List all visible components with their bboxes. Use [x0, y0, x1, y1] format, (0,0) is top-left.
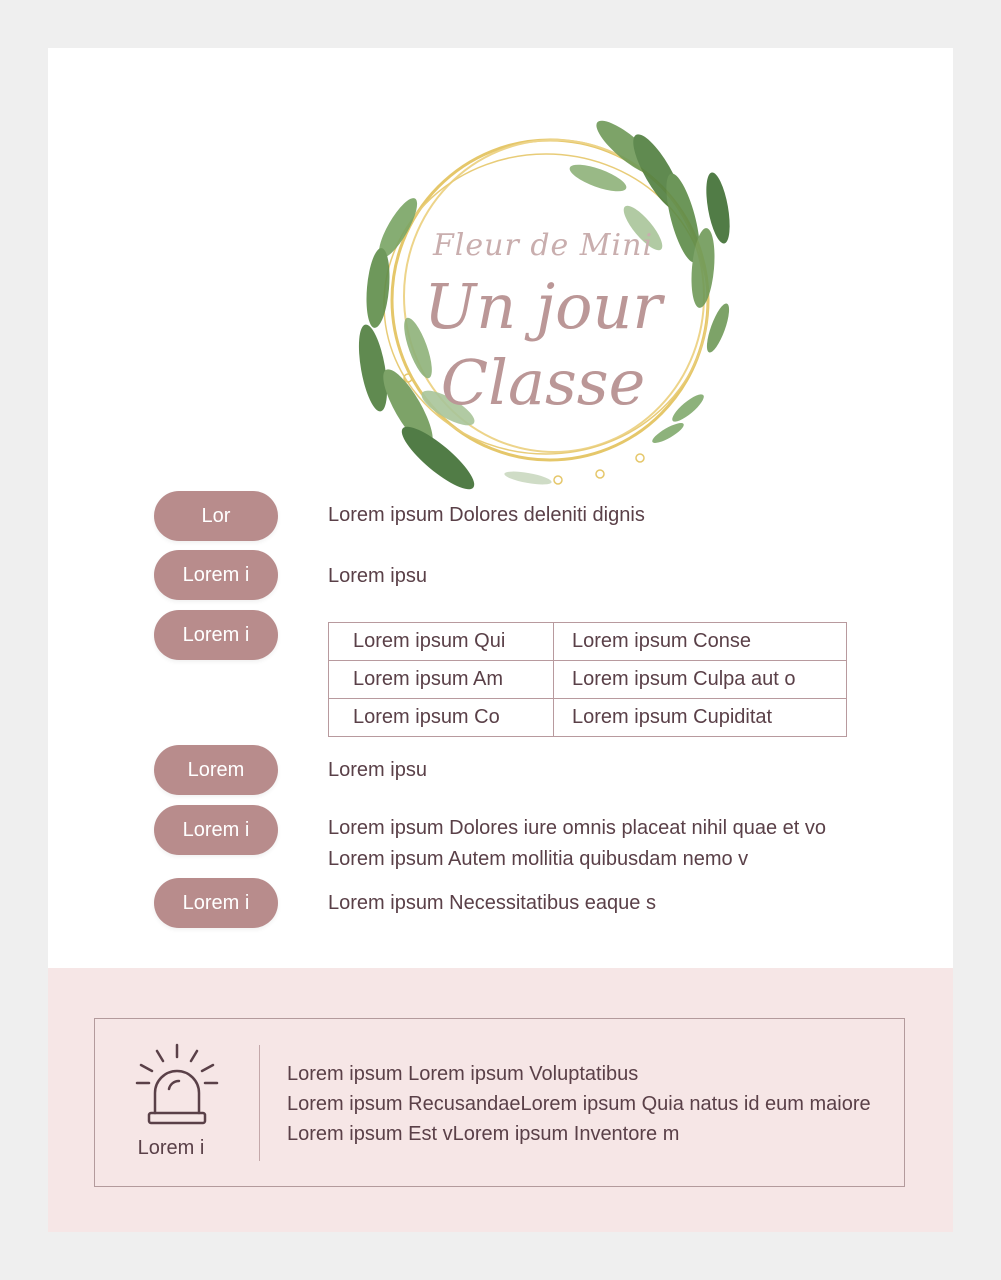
notice-footer: [48, 968, 953, 1232]
row-value: Lorem ipsum Dolores deleniti dignis: [328, 504, 645, 526]
alarm-siren-icon: [135, 1041, 219, 1131]
divider: [259, 1045, 260, 1161]
table-cell: Lorem ipsum Culpa aut o: [554, 661, 847, 699]
notice-line: Lorem ipsum Est vLorem ipsum Inventore m: [287, 1123, 680, 1145]
row-value: Lorem ipsum Necessitatibus eaque s: [328, 892, 656, 914]
row-value-line2: Lorem ipsum Autem mollitia quibusdam nemo v: [328, 848, 749, 870]
table-cell: Lorem ipsum Co: [329, 699, 554, 737]
notice-box: [94, 1018, 905, 1187]
row-label-pill: Lorem i: [154, 550, 278, 600]
row-label-pill: Lor: [154, 491, 278, 541]
table-cell: Lorem ipsum Qui: [329, 623, 554, 661]
notice-text: [287, 1059, 871, 1149]
wreath-logo: [328, 78, 758, 518]
notice-label: Lorem i: [137, 1137, 205, 1159]
logo-title-line1: Un jour: [423, 270, 662, 343]
row-label-pill: Lorem i: [154, 878, 278, 928]
table-cell: Lorem ipsum Cupiditat: [554, 699, 847, 737]
table-row: [329, 699, 847, 737]
info-table: [328, 622, 847, 737]
row-value: Lorem ipsu: [328, 759, 427, 781]
table-row: [329, 661, 847, 699]
table-cell: Lorem ipsum Am: [329, 661, 554, 699]
row-label-pill: Lorem i: [154, 610, 278, 660]
row-value-line1: Lorem ipsum Dolores iure omnis placeat nihil quae et vo: [328, 817, 827, 839]
notice-line: Lorem ipsum RecusandaeLorem ipsum Quia natus id eum maiore: [287, 1093, 871, 1115]
row-label-pill: Lorem: [154, 745, 278, 795]
brand-name: Fleur de Mini: [432, 228, 654, 263]
row-value: Lorem ipsu: [328, 565, 427, 587]
notice-line: Lorem ipsum Lorem ipsum Voluptatibus: [287, 1063, 639, 1085]
table-cell: Lorem ipsum Conse: [554, 623, 847, 661]
row-label-pill: Lorem i: [154, 805, 278, 855]
content-card: [48, 48, 953, 968]
table-row: [329, 623, 847, 661]
logo-title-line2: Classe: [440, 346, 646, 419]
